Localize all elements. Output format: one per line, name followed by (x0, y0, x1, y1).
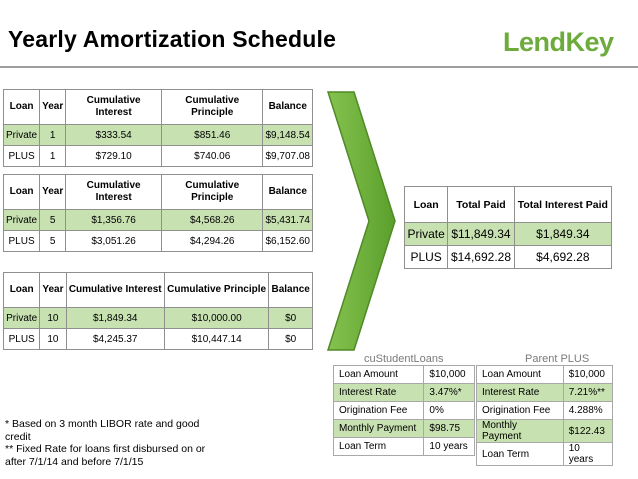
custudentloans-heading: cuStudentLoans (364, 353, 444, 365)
table-row (4, 308, 313, 329)
cell-label: Origination Fee (477, 402, 564, 420)
cell-balance: $0 (269, 329, 313, 350)
table-row (477, 402, 613, 420)
cell-cumulative-interest: $1,849.34 (66, 308, 164, 329)
cell-total-interest-paid: $4,692.28 (514, 246, 611, 269)
cell-cumulative-interest: $729.10 (66, 146, 162, 167)
table-row (405, 246, 612, 269)
cell-total-paid: $14,692.28 (448, 246, 514, 269)
cell-value: $10,000 (424, 366, 475, 384)
parent-plus-table (476, 365, 613, 466)
table-row (4, 146, 313, 167)
cell-label: Monthly Payment (334, 420, 424, 438)
cell-value: 10 years (563, 443, 612, 466)
col-header-loan: Loan (4, 273, 40, 308)
cell-cumulative-principle: $10,000.00 (164, 308, 268, 329)
cell-value: 4.288% (563, 402, 612, 420)
amortization-table-year-10 (3, 272, 313, 350)
cell-label: Monthly Payment (477, 420, 564, 443)
cell-total-paid: $11,849.34 (448, 223, 514, 246)
table-row (477, 443, 613, 466)
cell-cumulative-principle: $740.06 (161, 146, 263, 167)
cell-label: Loan Amount (477, 366, 564, 384)
cell-balance: $9,707.08 (263, 146, 313, 167)
cell-year: 1 (40, 125, 66, 146)
totals-table (404, 186, 612, 269)
cell-cumulative-interest: $3,051.26 (66, 231, 162, 252)
cell-cumulative-interest: $4,245.37 (66, 329, 164, 350)
col-header-loan: Loan (405, 187, 448, 223)
cell-value: $122.43 (563, 420, 612, 443)
cell-value: $98.75 (424, 420, 475, 438)
cell-cumulative-principle: $4,568.26 (161, 210, 263, 231)
col-header-year: Year (40, 273, 66, 308)
chevron-right-icon (326, 90, 398, 352)
table-row (4, 125, 313, 146)
table-row (334, 384, 475, 402)
cell-cumulative-principle: $851.46 (161, 125, 263, 146)
footnote-libor: * Based on 3 month LIBOR rate and good credit (5, 418, 200, 443)
cell-cumulative-principle: $10,447.14 (164, 329, 268, 350)
col-header-balance: Balance (263, 175, 313, 210)
footnote-fixed-rate: ** Fixed Rate for loans first disbursed on or after 7/1/14 and before 7/1/15 (5, 443, 206, 468)
cell-loan: Private (405, 223, 448, 246)
cell-label: Interest Rate (477, 384, 564, 402)
col-header-year: Year (40, 175, 66, 210)
cell-label: Loan Term (477, 443, 564, 466)
title-divider (0, 66, 638, 68)
cell-value: $10,000 (563, 366, 612, 384)
parent-plus-heading: Parent PLUS (525, 353, 590, 365)
col-header-cumulative-principle: Cumulative Principle (164, 273, 268, 308)
cell-balance: $9,148.54 (263, 125, 313, 146)
col-header-total-paid: Total Paid (448, 187, 514, 223)
cell-balance: $0 (269, 308, 313, 329)
cell-label: Loan Term (334, 438, 424, 456)
col-header-cumulative-interest: Cumulative Interest (66, 175, 162, 210)
cell-label: Origination Fee (334, 402, 424, 420)
cell-cumulative-interest: $333.54 (66, 125, 162, 146)
cell-year: 10 (40, 329, 66, 350)
amortization-table-year-1 (3, 89, 313, 167)
cell-year: 5 (40, 210, 66, 231)
col-header-balance: Balance (269, 273, 313, 308)
table-row (4, 329, 313, 350)
table-row (477, 366, 613, 384)
table-row (477, 384, 613, 402)
cell-year: 10 (40, 308, 66, 329)
cell-loan: Private (4, 210, 40, 231)
table-row (334, 438, 475, 456)
cell-value: 7.21%** (563, 384, 612, 402)
cell-label: Loan Amount (334, 366, 424, 384)
footnotes (5, 418, 220, 468)
col-header-total-interest-paid: Total Interest Paid (514, 187, 611, 223)
custudentloans-table (333, 365, 475, 456)
cell-value: 3.47%* (424, 384, 475, 402)
cell-loan: PLUS (405, 246, 448, 269)
col-header-balance: Balance (263, 90, 313, 125)
cell-balance: $5,431.74 (263, 210, 313, 231)
col-header-cumulative-principle: Cumulative Principle (161, 90, 263, 125)
table-row (477, 420, 613, 443)
table-row (4, 231, 313, 252)
col-header-cumulative-interest: Cumulative Interest (66, 90, 162, 125)
cell-value: 0% (424, 402, 475, 420)
table-row (334, 402, 475, 420)
cell-value: 10 years (424, 438, 475, 456)
col-header-year: Year (40, 90, 66, 125)
table-row (405, 223, 612, 246)
cell-loan: Private (4, 125, 40, 146)
col-header-loan: Loan (4, 175, 40, 210)
cell-year: 1 (40, 146, 66, 167)
col-header-cumulative-interest: Cumulative Interest (66, 273, 164, 308)
cell-cumulative-principle: $4,294.26 (161, 231, 263, 252)
cell-cumulative-interest: $1,356.76 (66, 210, 162, 231)
cell-loan: PLUS (4, 329, 40, 350)
cell-total-interest-paid: $1,849.34 (514, 223, 611, 246)
page-title: Yearly Amortization Schedule (8, 26, 337, 52)
table-row (334, 366, 475, 384)
amortization-table-year-5 (3, 174, 313, 252)
table-row (4, 210, 313, 231)
cell-loan: Private (4, 308, 40, 329)
col-header-cumulative-principle: Cumulative Principle (161, 175, 263, 210)
table-row (334, 420, 475, 438)
lendkey-logo: LendKey (503, 27, 614, 57)
col-header-loan: Loan (4, 90, 40, 125)
cell-label: Interest Rate (334, 384, 424, 402)
cell-loan: PLUS (4, 146, 40, 167)
cell-balance: $6,152.60 (263, 231, 313, 252)
cell-year: 5 (40, 231, 66, 252)
cell-loan: PLUS (4, 231, 40, 252)
